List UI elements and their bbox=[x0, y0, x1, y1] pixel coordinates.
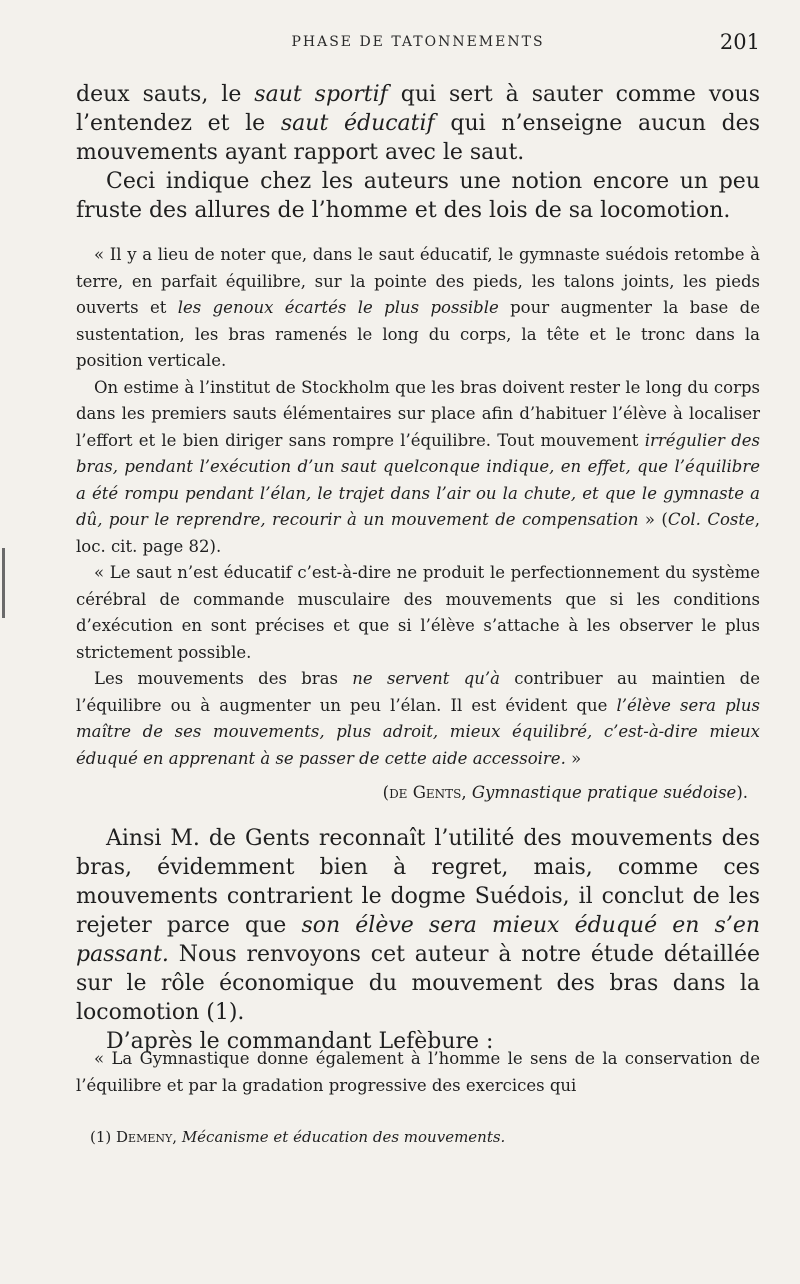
reference-author: de Gents bbox=[389, 783, 462, 802]
block-quote-lefebure bbox=[76, 1046, 760, 1099]
paragraph-continuation bbox=[76, 80, 760, 167]
text-run: Nous renvoyons cet auteur à notre étude détaillée sur le rôle économique du mouvement des bras dans la locomotion (1). bbox=[76, 942, 760, 1025]
main-text bbox=[76, 824, 760, 1056]
italic-term: saut éducatif bbox=[280, 111, 435, 136]
text-run: qui sert à sauter comme vous l’entendez et le bbox=[76, 82, 760, 136]
text-run: ( bbox=[382, 783, 390, 802]
text-run: qui n’enseigne aucun des mouvements ayant rapport avec le saut. bbox=[76, 111, 760, 165]
text-run: « Il y a lieu de noter que, dans le saut éducatif, le gymnaste suédois retombe à terre, en parfait équilibre, sur la pointe des pieds, les talons joints, les pieds ouverts et bbox=[76, 245, 760, 317]
quote-paragraph: « Le saut n’est éducatif c’est-à-dire ne produit le perfectionnement du système cérébral de commande musculaire des mouvements que si les conditions d’exécution en sont précises et que si l’élève s’attache à les observer le plus strictement possible. bbox=[76, 563, 760, 662]
page-number: 201 bbox=[719, 30, 760, 54]
text-run: Les mouvements des bras bbox=[94, 669, 353, 688]
text-run: ). bbox=[736, 783, 748, 802]
paragraph: Ceci indique chez les auteurs une notion encore un peu fruste des allures de l’homme et des lois de sa locomotion. bbox=[76, 169, 760, 223]
page-header bbox=[76, 30, 760, 60]
text-run: , bbox=[461, 783, 472, 802]
block-quote-saut bbox=[76, 242, 760, 807]
footnote bbox=[76, 1126, 760, 1148]
italic-phrase: son élève sera mieux éduqué en s’en passant. bbox=[76, 913, 761, 967]
text-run: contribuer au maintien de l’équilibre ou à augmenter un peu l’élan. Il est évident que bbox=[76, 669, 760, 715]
quote-paragraph: « La Gymnastique donne également à l’homme le sens de la conservation de l’équilibre et par la gradation progressive des exercices qui bbox=[76, 1049, 760, 1095]
text-run: , loc. cit. page 82). bbox=[76, 510, 760, 556]
quote-paragraph bbox=[76, 242, 760, 375]
footnote-title: Mécanisme et éducation des mouvements. bbox=[181, 1128, 506, 1146]
italic-term: saut sportif bbox=[254, 82, 388, 107]
italic-phrase: les genoux écartés le plus possible bbox=[177, 298, 499, 317]
footnote-text bbox=[76, 1126, 760, 1148]
text-run: » ( bbox=[638, 510, 668, 529]
margin-mark bbox=[2, 548, 5, 618]
italic-phrase: ne servent qu’à bbox=[352, 669, 500, 688]
quote-paragraph bbox=[76, 666, 760, 772]
quote-reference bbox=[76, 780, 760, 807]
text-run: , bbox=[172, 1128, 182, 1146]
reference-title: Gymnastique pratique suédoise bbox=[471, 783, 737, 802]
italic-phrase: l’élève sera plus maître de ses mouvements, plus adroit, mieux équilibré, c’est-à-dire mieux éduqué en apprenant à se passer de cette aide accessoire. bbox=[76, 695, 761, 768]
footnote-author: Demeny bbox=[116, 1128, 173, 1146]
footnote-marker: (1) bbox=[90, 1128, 117, 1146]
paragraph bbox=[76, 824, 760, 1027]
citation-author: Col. Coste bbox=[667, 510, 755, 529]
opening-text bbox=[76, 80, 760, 225]
text-run: » bbox=[565, 748, 582, 768]
text-run: On estime à l’institut de Stockholm que les bras doivent rester le long du corps dans les premiers sauts élémentaires sur place afin d’habituer l’élève à localiser l’effort et le bien diriger sans rompre l’équilibre. Tout mouvement bbox=[76, 377, 760, 450]
paragraph: D’après le commandant Lefèbure : bbox=[106, 1029, 494, 1054]
text-run: pour augmenter la base de sustentation, les bras ramenés le long du corps, la tête et le tronc dans la position verticale. bbox=[76, 298, 760, 370]
text-run: deux sauts, le bbox=[76, 82, 255, 107]
quote-paragraph bbox=[76, 375, 760, 561]
running-title: PHASE DE TATONNEMENTS bbox=[291, 34, 545, 50]
text-run: Ainsi M. de Gents reconnaît l’utilité des mouvements des bras, évidemment bien à regret, mais, comme ces mouvements contrarient le dogme Suédois, il conclut de les rejeter parce que bbox=[76, 826, 760, 938]
italic-phrase: irrégulier des bras, pendant l’exécution d’un saut quelconque indique, en effet, que l’équilibre a été rompu pendant l’élan, le trajet dans l’air ou la chute, et que le gymnaste a dû, pour le reprendre, recourir à un mouvement de compensation bbox=[76, 430, 760, 529]
